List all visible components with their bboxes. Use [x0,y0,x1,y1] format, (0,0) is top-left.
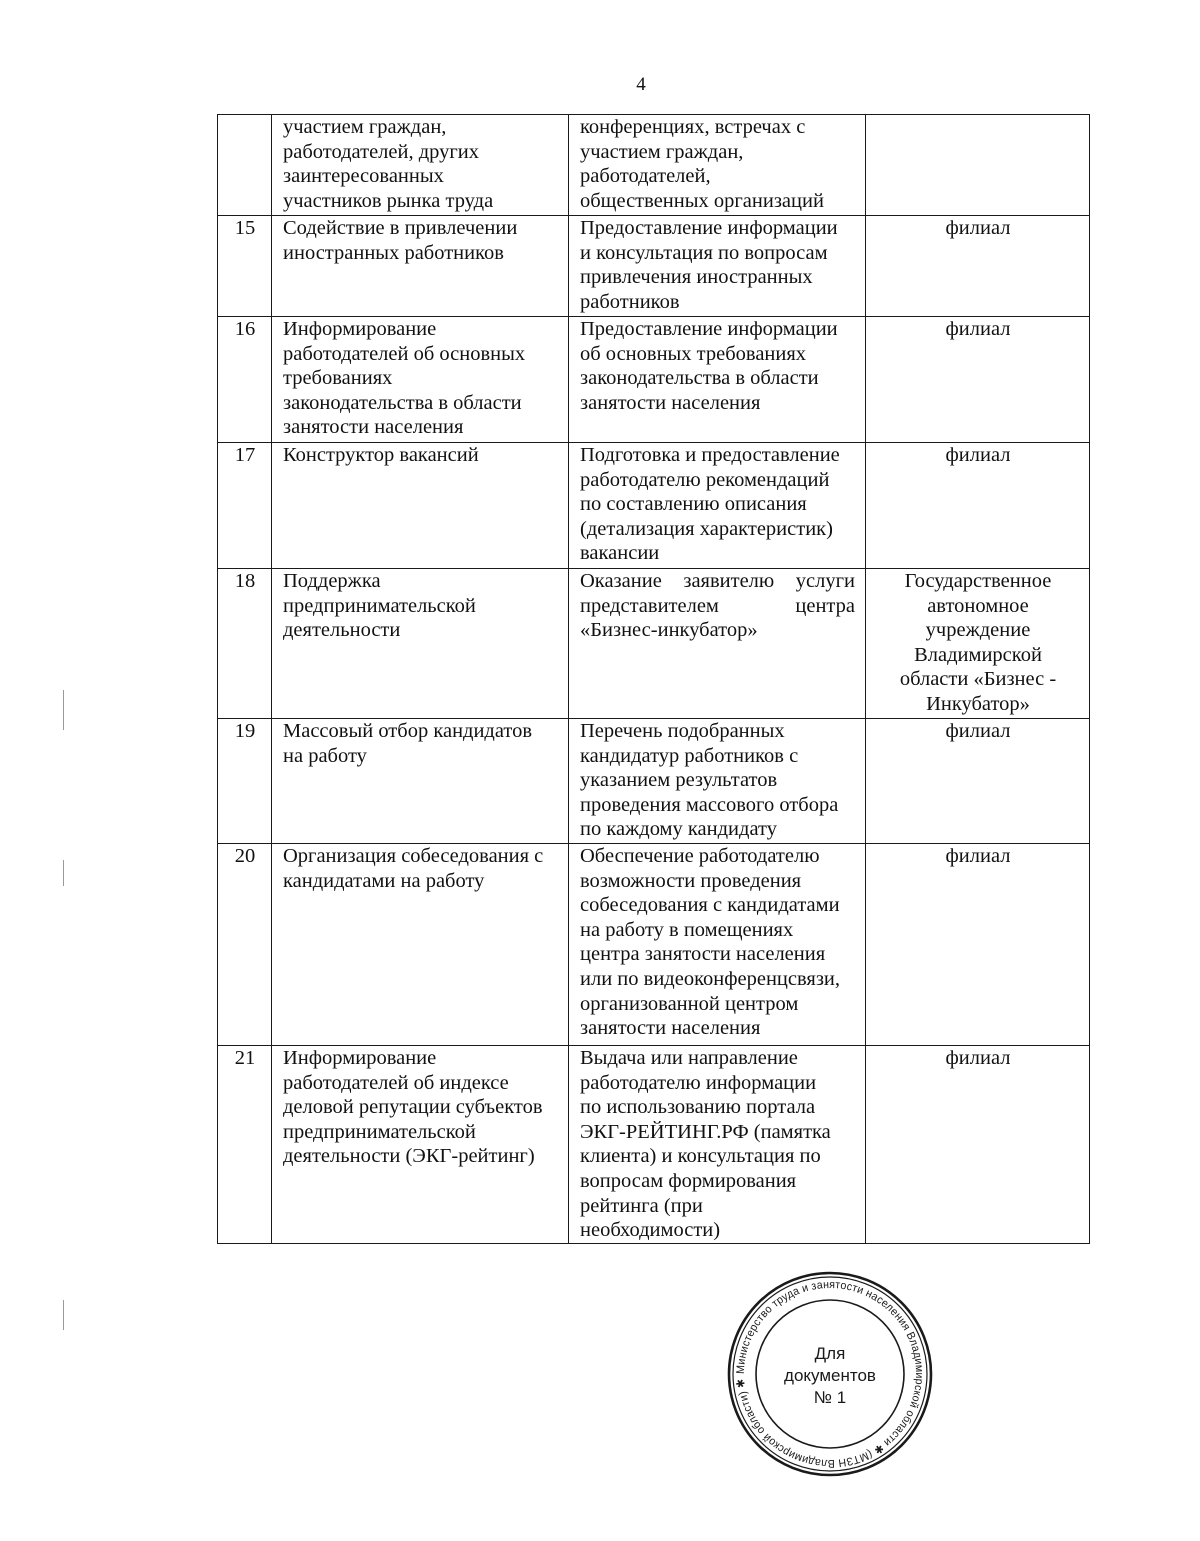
service-result-cell [569,317,866,443]
cell-text-line: деятельности [283,619,401,642]
cell-text-line: ЭКГ-РЕЙТИНГ.РФ (памятка [580,1120,831,1143]
cell-text-line: на работу в помещениях [580,918,794,941]
cell-text-line: иностранных работников [283,241,504,264]
cell-text-line: Организация собеседования с [283,845,544,867]
cell-text-line: центра занятости населения [580,943,826,966]
cell-text-line: занятости населения [580,1017,761,1040]
cell-text-line: Инкубатор» [926,692,1030,715]
cell-text-line: филиал [945,318,1011,340]
cell-text-line: участием граждан, [283,116,447,138]
service-name-cell [272,443,569,569]
table-row [218,216,1090,317]
row-number-cell: 19 [218,719,272,844]
cell-text-line: указанием результатов [580,769,778,792]
seal-center-line-2: документов [784,1366,876,1385]
cell-text-line: Конструктор вакансий [283,444,479,466]
page-number: 4 [636,74,646,95]
cell-text-line: деятельности (ЭКГ-рейтинг) [283,1145,535,1168]
cell-text-line: Поддержка [283,570,381,592]
table-row [218,719,1090,844]
scan-margin-mark [63,1300,64,1330]
row-number-cell [218,115,272,216]
cell-text-line: Владимирской [914,643,1042,666]
cell-text-line: Информирование [283,318,437,340]
service-name-cell [272,569,569,719]
cell-text-line: или по видеоконференцсвязи, [580,967,841,990]
cell-text-line: Оказание заявителю услуги [580,570,855,592]
cell-text-line: филиал [945,845,1011,867]
executor-cell [866,719,1090,844]
cell-text-line: учреждение [925,619,1031,642]
cell-text-line: по каждому кандидату [580,818,777,841]
service-result-cell [569,443,866,569]
cell-text-line: кандидатами на работу [283,869,485,892]
cell-text-line: клиента) и консультация по [580,1145,821,1168]
cell-text-line: Содействие в привлечении [283,217,518,239]
cell-text-line: возможности проведения [580,869,802,892]
executor-cell [866,844,1090,1046]
cell-text-line: заинтересованных [283,165,444,188]
table-row [218,569,1090,719]
cell-text-line: работодателю информации [580,1071,817,1094]
cell-text-line: Массовый отбор кандидатов [283,720,533,742]
cell-text-line: работодателей, других [283,140,480,163]
cell-text-line: на работу [283,744,367,767]
cell-text-line: автономное [927,594,1029,617]
cell-text-line: участников рынка труда [283,189,494,212]
seal-ring-text: Министерство труда и занятости населения Владимирской области ✱ (МТЗН Владимирской области) ✱ [734,1278,926,1470]
row-number-cell: 16 [218,317,272,443]
executor-cell [866,115,1090,216]
scan-margin-mark [63,690,64,730]
cell-text-line: по составлению описания [580,493,807,516]
service-name-cell [272,317,569,443]
cell-text-line: Предоставление информации [580,217,838,239]
row-number-cell: 21 [218,1046,272,1244]
cell-text-line: работодателей об индексе [283,1071,509,1094]
service-name-cell [272,1046,569,1244]
executor-cell [866,569,1090,719]
service-name-cell [272,844,569,1046]
services-table-body [218,115,1090,1244]
cell-text-line: привлечения иностранных [580,266,813,289]
executor-cell [866,1046,1090,1244]
service-result-cell [569,719,866,844]
row-number-cell: 15 [218,216,272,317]
cell-text-line: филиал [945,720,1011,742]
cell-text-line: рейтинга (при [580,1194,703,1217]
cell-text-line: деловой репутации субъектов [283,1096,543,1119]
cell-text-line: по использованию портала [580,1096,816,1119]
row-number-cell: 17 [218,443,272,569]
cell-text-line: Подготовка и предоставление [580,444,840,466]
cell-text-line: филиал [945,444,1011,466]
cell-text-line: собеседования с кандидатами [580,894,840,917]
cell-text-line: Государственное [904,570,1052,592]
executor-cell [866,216,1090,317]
row-number-cell: 18 [218,569,272,719]
cell-text-line: Перечень подобранных [580,720,785,742]
cell-text-line: законодательства в области [283,391,522,414]
cell-text-line: области «Бизнес - [899,668,1057,691]
cell-text-line: необходимости) [580,1219,721,1242]
cell-text-line: Информирование [283,1047,437,1069]
seal-center-line-1: Для [814,1344,846,1363]
cell-text-line: (детализация характеристик) [580,517,833,540]
cell-text-line: работодателей, [580,165,711,188]
table-row [218,1046,1090,1244]
scan-margin-mark [63,860,64,886]
executor-cell [866,317,1090,443]
service-result-cell [569,844,866,1046]
cell-text-line: законодательства в области [580,367,819,390]
cell-text-line: Обеспечение работодателю [580,845,820,867]
cell-text-line: представителем центра [580,594,855,617]
cell-text-line: филиал [945,217,1011,239]
service-name-cell [272,115,569,216]
cell-text-line: вопросам формирования [580,1169,797,1192]
cell-text-line: проведения массового отбора [580,793,839,816]
cell-text-line: общественных организаций [580,189,824,212]
cell-text-line: кандидатур работников с [580,744,799,767]
cell-text-line: Выдача или направление [580,1047,798,1069]
executor-cell [866,443,1090,569]
table-row [218,443,1090,569]
cell-text-line: занятости населения [580,391,761,414]
row-number-cell: 20 [218,844,272,1046]
service-result-cell [569,115,866,216]
cell-text-line: конференциях, встречах с [580,116,806,138]
service-result-cell [569,1046,866,1244]
cell-text-line: организованной центром [580,992,799,1015]
cell-text-line: работников [580,290,680,313]
service-name-cell [272,216,569,317]
service-result-cell [569,569,866,719]
table-row [218,317,1090,443]
round-seal [726,1270,934,1478]
cell-text-line: занятости населения [283,416,464,439]
cell-text-line: Предоставление информации [580,318,838,340]
seal-center-line-3: № 1 [813,1388,847,1407]
cell-text-line: работодателей об основных [283,342,526,365]
cell-text-line: требованиях [283,367,393,390]
cell-text-line: «Бизнес-инкубатор» [580,619,758,642]
cell-text-line: филиал [945,1047,1011,1069]
cell-text-line: работодателю рекомендаций [580,468,830,491]
cell-text-line: вакансии [580,542,660,565]
cell-text-line: предпринимательской [283,1120,476,1143]
cell-text-line: об основных требованиях [580,342,807,365]
table-row [218,115,1090,216]
table-row [218,844,1090,1046]
service-result-cell [569,216,866,317]
cell-text-line: и консультация по вопросам [580,241,828,264]
services-table [217,114,1090,1244]
cell-text-line: предпринимательской [283,594,476,617]
service-name-cell [272,719,569,844]
cell-text-line: участием граждан, [580,140,744,163]
